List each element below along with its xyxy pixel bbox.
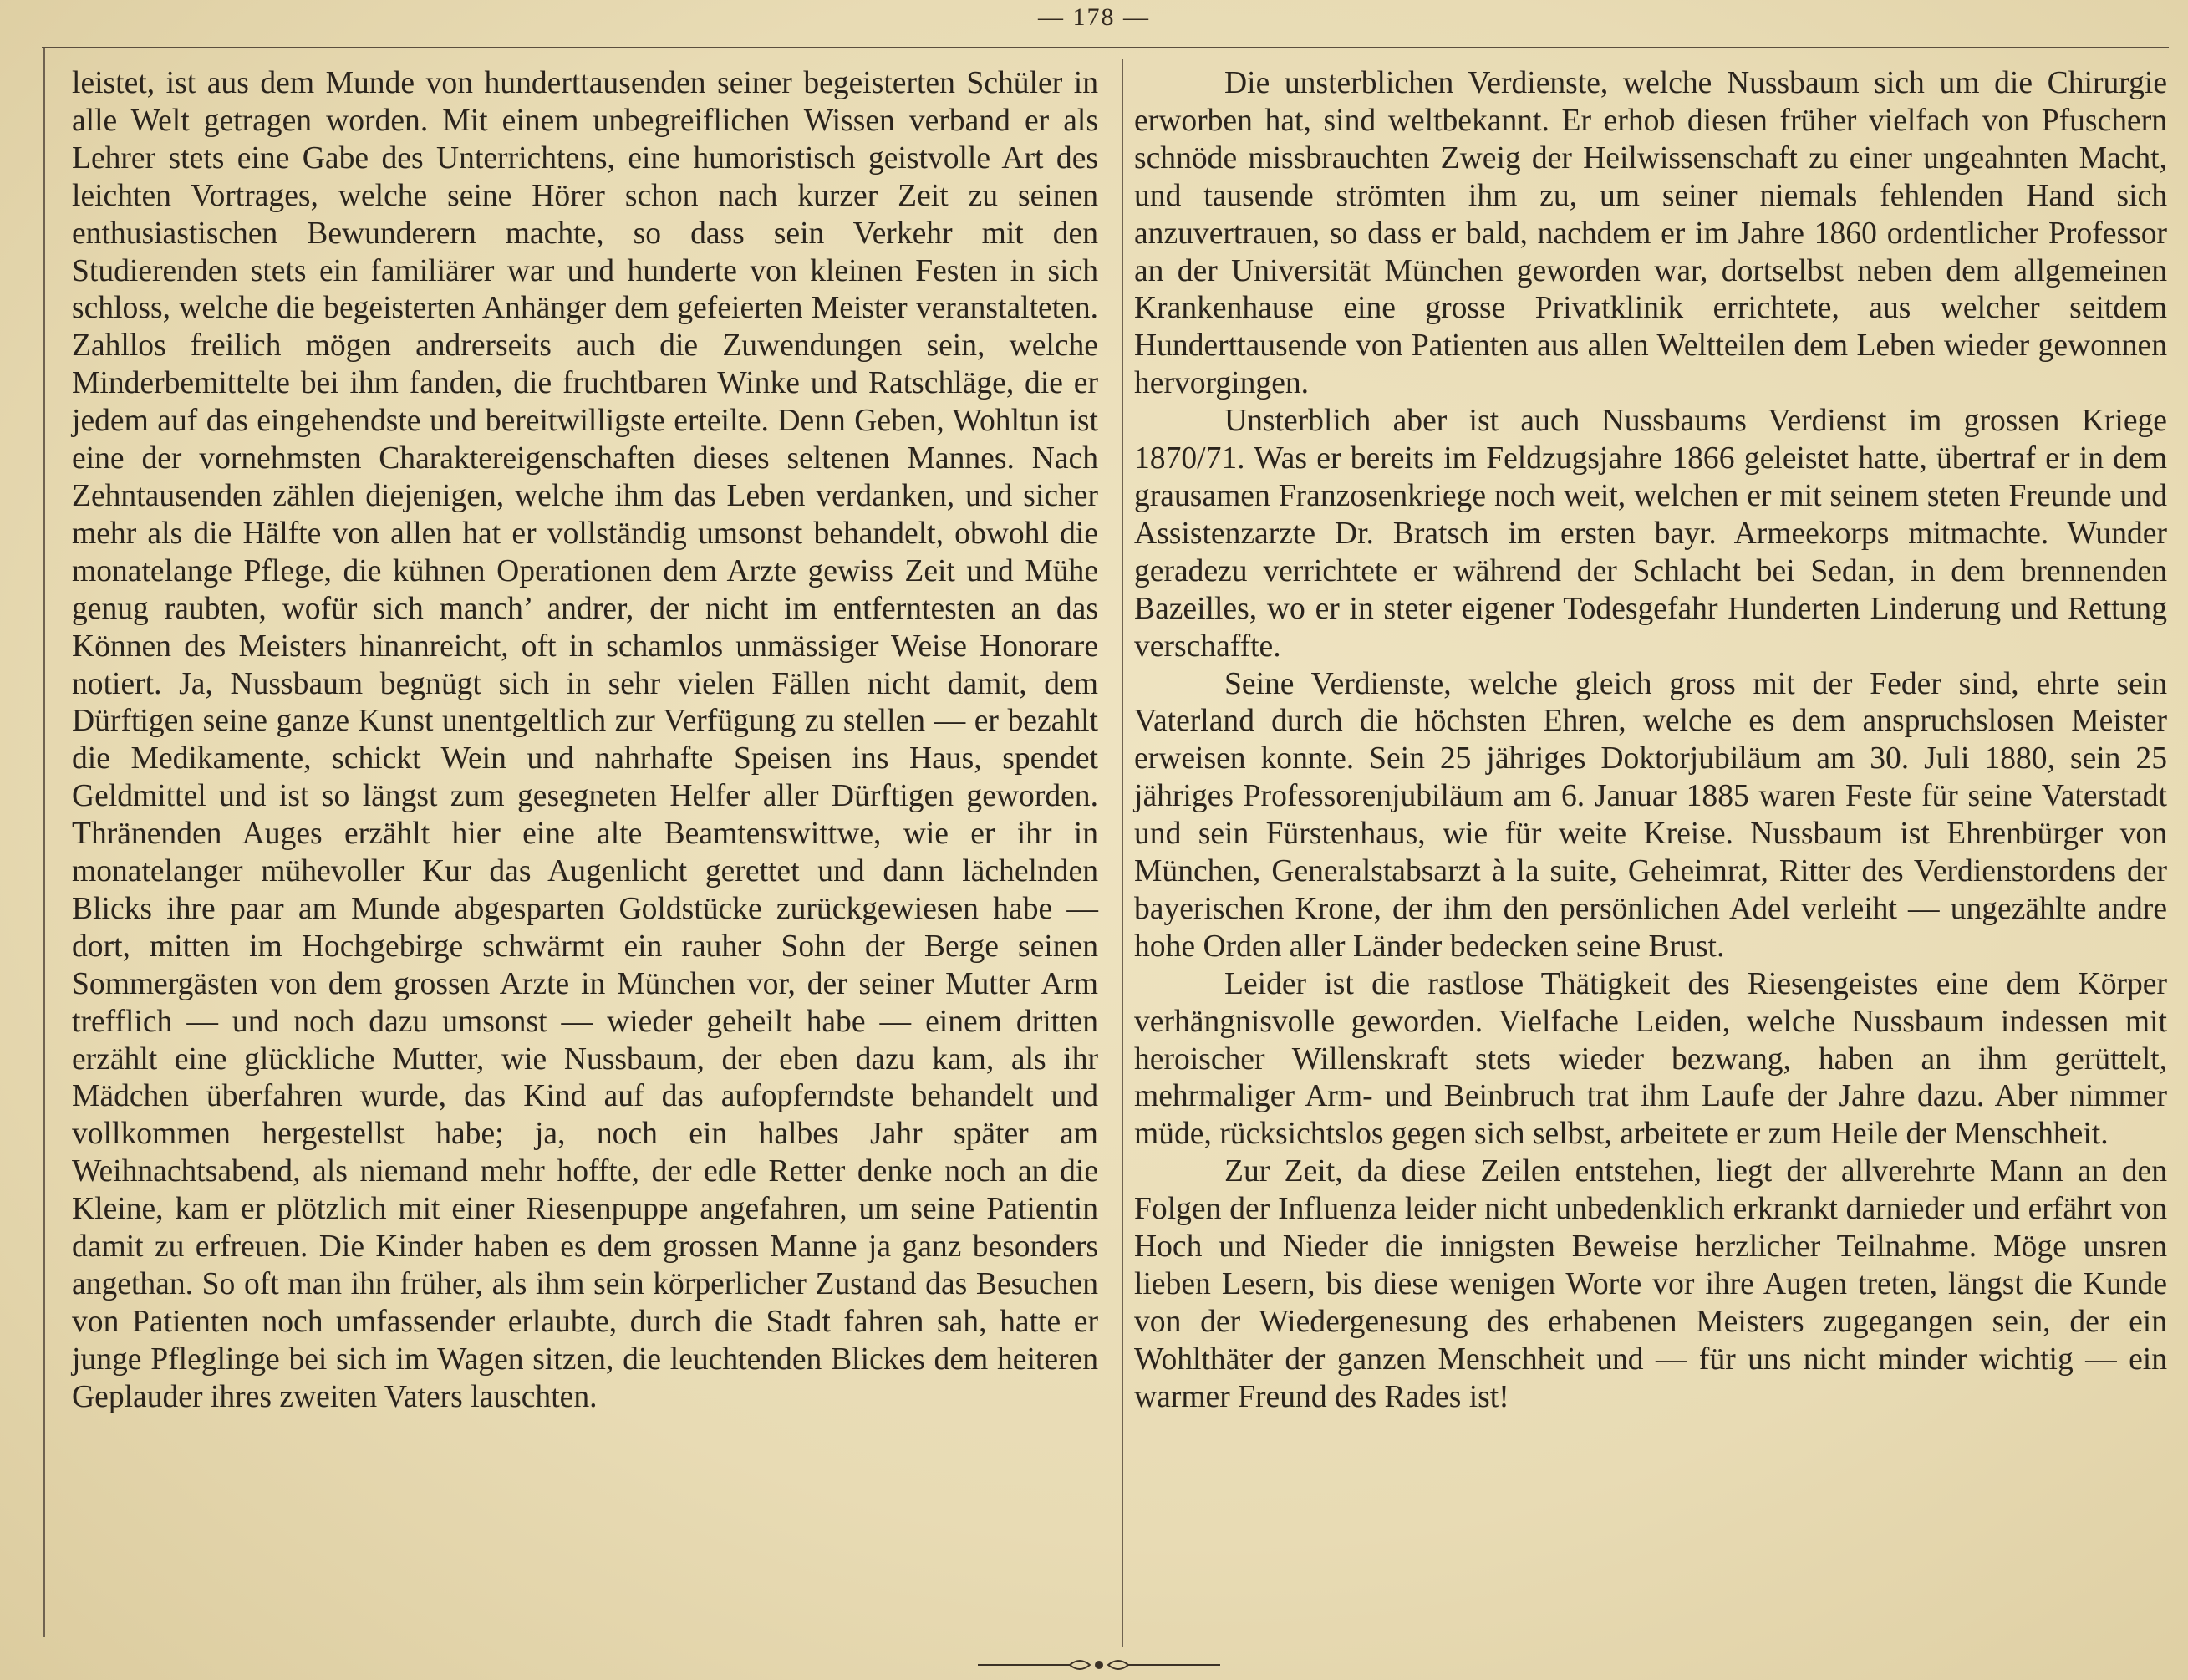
left-paragraph-1: leistet, ist aus dem Munde von hunderttausenden seiner begeisterten Schüler in alle Welt getragen worden. Mit einem unbegreiflichen Wissen verband er als Lehrer stets eine Gabe des Unterrichtens, eine humoristisch geistvolle Art des leichten Vortrages, welche seine Hörer schon nach kurzer Zeit zu seinen enthusiastischen Bewunderern machte, so dass sein Verkehr mit den Studierenden stets ein familiärer war und hunderte von kleinen Festen in sich schloss, welche die begeisterten Anhänger dem gefeierten Meister veranstalteten. Zahllos freilich mögen andrerseits auch die Zuwendungen sein, welche Minderbemittelte bei ihm fanden, die fruchtbaren Winke und Ratschläge, die er jedem auf das eingehendste und bereitwilligste erteilte. Denn Geben, Wohltun ist eine der vornehmsten Charaktereigenschaften dieses seltenen Mannes. Nach Zehntausenden zählen diejenigen, welche ihm das Leben verdanken, und sicher mehr als die Hälfte von allen hat er vollständig umsonst behandelt, obwohl die monatelange Pflege, die kühnen Operationen dem Arzte gewiss Zeit und Mühe genug raubten, wofür sich manch’ andrer, der nicht im entferntesten an das Können des Meisters hinanreicht, oft in schamlos unmässiger Weise Honorare notiert. Ja, Nussbaum begnügt sich in sehr vielen Fällen nicht damit, dem Dürftigen seine ganze Kunst unentgeltlich zur Verfügung zu stellen — er bezahlt die Medikamente, schickt Wein und nahrhafte Speisen ins Haus, spendet Geldmittel und ist so längst zum gesegneten Helfer aller Dürftigen geworden. Thränenden Auges erzählt hier eine alte Beamtenswittwe, wie er ihr in monatelanger mühevoller Kur das Augenlicht gerettet und dann lächelnden Blicks ihre paar am Munde abgesparten Goldstücke zurückgewiesen habe — dort, mitten im Hochgebirge schwärmt ein rauher Sohn der Berge seinen Sommergästen von dem grossen Arzte in München vor, der seiner Mutter Arm trefflich — und noch dazu umsonst — wieder geheilt habe — einem dritten erzählt eine glückliche Mutter, wie Nussbaum, der eben dazu kam, als ihr Mädchen überfahren wurde, das Kind auf das aufopferndste behandelt und vollkommen hergestellst habe; ja, noch ein halbes Jahr später am Weihnachtsabend, als niemand mehr hoffte, der edle Retter denke noch an die Kleine, kam er plötzlich mit einer Riesenpuppe angefahren, um seine Patientin damit zu erfreuen. Die Kinder haben es dem grossen Manne ja ganz besonders angethan. So oft man ihn früher, als ihm sein körperlicher Zustand das Besuchen von Patienten noch umfassender erlaubte, durch die Stadt fahren sah, hatte er junge Pfleglinge bei sich im Wagen sitzen, die leuchtenden Blickes dem heiteren Geplauder ihres zweiten Vaters lauschten. [72,66,1098,1414]
right-paragraph-4: Leider ist die rastlose Thätigkeit des Riesengeistes eine dem Körper verhängnisvolle geworden. Vielfache Leiden, welche Nussbaum indessen mit heroischer Willenskraft stets wieder bezwang, haben an ihm gerüttelt, mehrmaliger Arm- und Beinbruch trat ihm Laufe der Jahre dazu. Aber nimmer müde, rücksichtslos gegen sich selbst, arbeitete er zum Heile der Menschheit. [1134,966,2167,1152]
left-column [72,65,1098,1417]
top-rule [42,47,2169,48]
left-border-rule [43,48,45,1637]
right-paragraph-2: Unsterblich aber ist auch Nussbaums Verdienst im grossen Kriege 1870/71. Was er bereits im Feldzugsjahre 1866 geleistet hatte, übertraf er in dem grausamen Franzosenkriege noch weit, welchen er mit seinem steten Freunde und Assistenzarzte Dr. Bratsch im ersten bayr. Armeekorps mitmachte. Wunder geradezu verrichtete er während der Schlacht bei Sedan, in dem brennenden Bazeilles, wo er in steter eigener Todesgefahr Hunderten Linderung und Rettung verschaffte. [1134,404,2167,664]
page-number: — 178 — [1038,3,1150,31]
right-paragraph-5: Zur Zeit, da diese Zeilen entstehen, liegt der allverehrte Mann an den Folgen der Influenza leider nicht unbedenklich erkrankt darnieder und erfährt von Hoch und Nieder die innigsten Beweise herzlicher Teilnahme. Möge unsren lieben Lesern, bis diese wenigen Worte vor ihre Augen treten, längst die Kunde von der Wiedergenesung des erhabenen Meisters zugegangen sein, der ein Wohlthäter der ganzen Menschheit und — für uns nicht minder wichtig — ein warmer Freund des Rades ist! [1134,1154,2167,1414]
right-column [1134,65,2167,1417]
ornament-icon [978,1657,1220,1673]
column-divider [1122,59,1123,1647]
right-paragraph-3: Seine Verdienste, welche gleich gross mit der Feder sind, ehrte sein Vaterland durch die höchsten Ehren, welche es dem anspruchslosen Meister erweisen konnte. Sein 25 jähriges Doktorjubiläum am 30. Juli 1880, sein 25 jähriges Professorenjubiläum am 6. Januar 1885 waren Feste für seine Vaterstadt und sein Fürstenhaus, wie für weite Kreise. Nussbaum ist Ehrenbürger von München, Generalstabsarzt à la suite, Geheimrat, Ritter des Verdienstordens der bayerischen Krone, der ihm den persönlichen Adel verleiht — ungezählte andre hohe Orden aller Länder bedecken seine Brust. [1134,666,2167,964]
right-paragraph-1: Die unsterblichen Verdienste, welche Nussbaum sich um die Chirurgie erworben hat, sind weltbekannt. Er erhob diesen früher vielfach von Pfuschern schnöde missbrauchten Zweig der Heilwissenschaft zu einer ungeahnten Macht, und tausende strömten ihm zu, um seiner niemals fehlenden Hand sich anzuvertrauen, so dass er bald, nachdem er im Jahre 1860 ordentlicher Professor an der Universität München geworden war, dortselbst neben dem allgemeinen Krankenhause eine grosse Privatklinik errichtete, aus welcher seitdem Hunderttausende von Patienten aus allen Weltteilen dem Leben wieder gewonnen hervorgingen. [1134,66,2167,401]
